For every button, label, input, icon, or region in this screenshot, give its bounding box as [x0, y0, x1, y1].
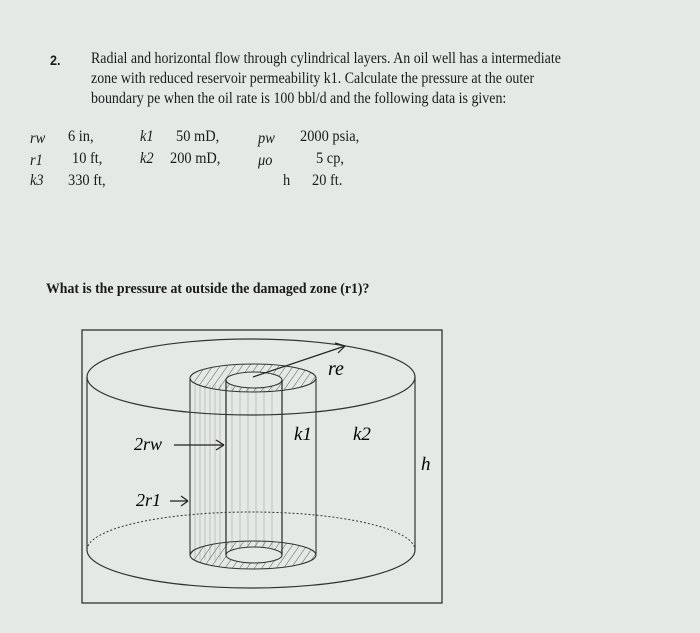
value-k3: 330 ft, [68, 172, 106, 189]
wellbore-bottom [226, 547, 282, 563]
label-h: h [421, 454, 431, 475]
symbol-rw: rw [30, 130, 46, 147]
wellbore-top [226, 372, 282, 388]
symbol-r1: r1 [30, 152, 43, 169]
value-rw: 6 in, [68, 128, 94, 145]
label-re: re [328, 358, 344, 380]
value-pw: 2000 psia, [300, 128, 360, 145]
label-2r1: 2r1 [136, 490, 162, 510]
value-h: 20 ft. [312, 172, 343, 189]
problem-number: 2. [50, 52, 61, 68]
label-2rw: 2rw [134, 434, 163, 454]
value-r1: 10 ft, [72, 150, 103, 167]
damaged-zone-shading [195, 385, 272, 560]
value-k1: 50 mD, [176, 128, 220, 145]
problem-line-1: Radial and horizontal flow through cylindrical layers. An oil well has a intermediate [91, 50, 561, 67]
value-mu-o: 5 cp, [316, 150, 344, 167]
problem-line-3: boundary pe when the oil rate is 100 bbl/d and the following data is given: [91, 90, 507, 107]
symbol-k3: k3 [30, 172, 44, 189]
symbol-mu-o: μo [258, 152, 273, 169]
value-k2: 200 mD, [170, 150, 221, 167]
symbol-k1: k1 [140, 128, 154, 145]
question-text: What is the pressure at outside the damaged zone (r1)? [46, 281, 370, 297]
label-k1: k1 [294, 424, 312, 445]
symbol-k2: k2 [140, 150, 154, 167]
label-k2: k2 [353, 424, 371, 445]
symbol-pw: pw [258, 130, 275, 147]
problem-line-2: zone with reduced reservoir permeability k1. Calculate the pressure at the outer [91, 70, 535, 87]
symbol-h: h [283, 172, 291, 189]
